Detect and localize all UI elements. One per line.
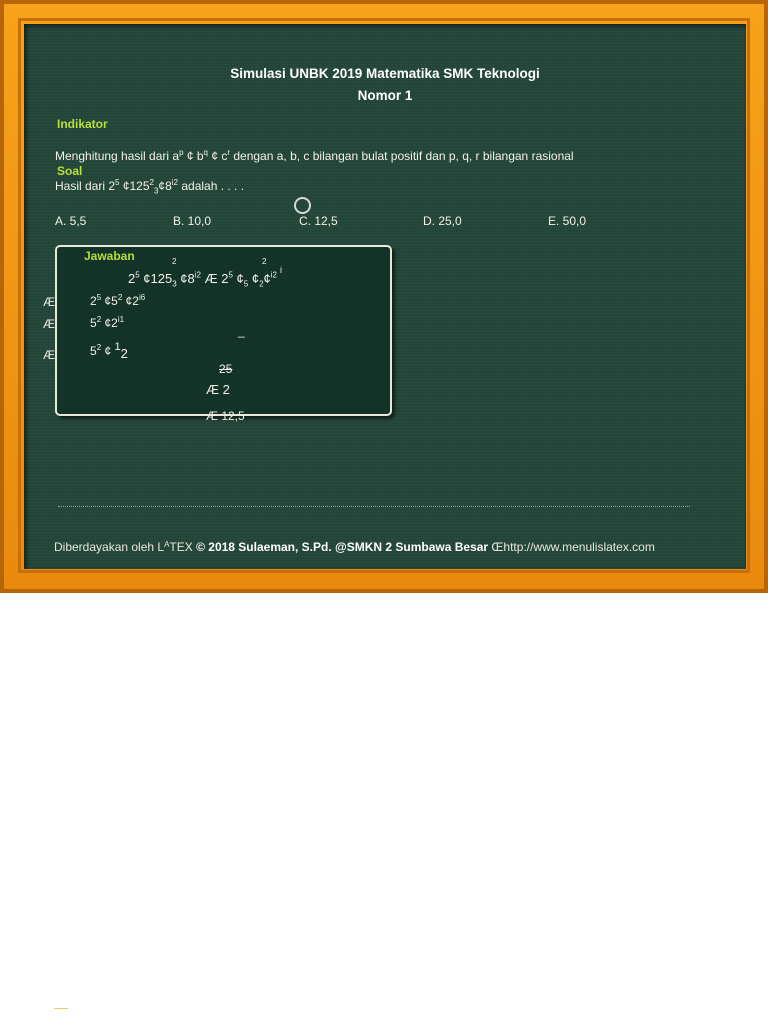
frac-top-3: i	[280, 265, 282, 275]
indikator-heading: Indikator	[57, 117, 108, 131]
answer-line-6: Æ 2	[206, 382, 230, 397]
answer-line-2-prefix: Æ	[43, 295, 55, 309]
option-b[interactable]: B. 10,0	[173, 214, 212, 228]
option-e[interactable]: E. 50,0	[548, 214, 587, 228]
answer-dash: _	[238, 324, 245, 338]
answer-line-4: $5^2$ ¢ 12	[90, 341, 128, 361]
option-c[interactable]: C. 12,5	[299, 214, 338, 228]
soal-heading: Soal	[57, 164, 83, 178]
slide-title: Simulasi UNBK 2019 Matematika SMK Teknologi	[230, 66, 540, 81]
footer-link[interactable]: Œhttp://www.menulislatex.com	[488, 540, 655, 554]
footer-divider	[58, 506, 690, 507]
footer: Diberdayakan oleh $L^ATEX$ © 2018 Sulaeman, S.Pd. @SMKN 2 Sumbawa Besar Œhttp://www.menulislatex.com	[54, 540, 655, 554]
slide-subtitle: Nomor 1	[357, 88, 413, 103]
frac-top-2: 2	[262, 257, 267, 266]
answer-line-1: $2^5$ $¢125_3$ $¢8^{i2}$ Æ $2^5$ $¢_5$ $¢_2¢^{i2}$	[128, 270, 277, 289]
frac-top-1: 2	[172, 257, 177, 266]
answer-line-7: Æ 12,5	[206, 409, 245, 423]
soal-text: Hasil dari $2^5$ $¢125^2_3¢8^{i2}$ adalah . . . .	[55, 178, 245, 196]
answer-line-4-prefix: Æ	[43, 348, 55, 362]
stray-mark	[54, 1008, 68, 1009]
indikator-text: Menghitung hasil dari $a^p$ ¢ $b^q$ ¢ $c^r$ dengan a, b, c bilangan bulat positif dan p, q, r bilangan rasional	[55, 148, 574, 163]
option-d[interactable]: D. 25,0	[423, 214, 462, 228]
answer-line-3: $5^2$ $¢2^{i1}$	[90, 315, 125, 330]
chalkboard	[24, 24, 746, 569]
answer-line-2: $2^5$ $¢5^2$ $¢2^{i6}$	[90, 293, 146, 308]
answer-line-5: 25	[219, 362, 233, 376]
answer-line-3-prefix: Æ	[43, 317, 55, 331]
option-a[interactable]: A. 5,5	[55, 214, 87, 228]
pointer-circle-icon	[294, 197, 311, 214]
jawaban-heading: Jawaban	[84, 249, 135, 263]
